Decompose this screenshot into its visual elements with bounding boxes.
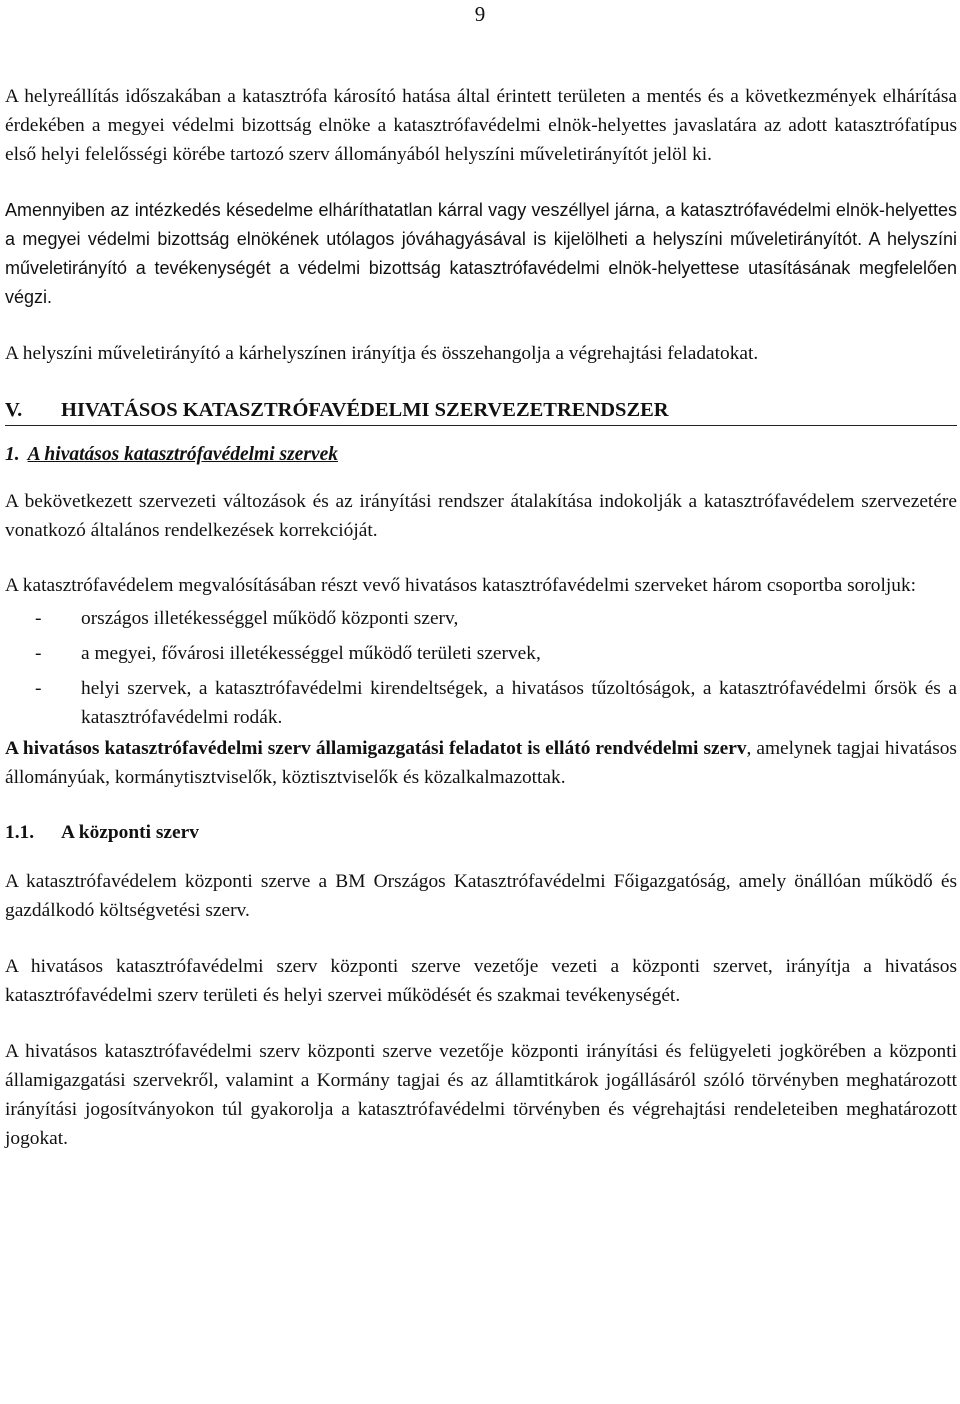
subsection-1-heading	[5, 440, 957, 469]
groups-list	[5, 604, 957, 732]
subsection-1-title: A hivatásos katasztrófavédelmi szervek	[27, 444, 338, 465]
section-v-title: HIVATÁSOS KATASZTRÓFAVÉDELMI SZERVEZETRENDSZER	[61, 399, 669, 421]
paragraph-kesedelem-part2: A helyszíni műveletirányító a tevékenységét a védelmi bizottság katasztrófavédelmi elnök-helyettese utasításának megfelelően végzi.	[5, 229, 957, 307]
paragraph-kozponti-szerv: A katasztrófavédelem központi szerve a BM Országos Katasztrófavédelmi Főigazgatóság, amely önállóan működő és gazdálkodó költségvetési szerv.	[5, 871, 957, 921]
paragraph-kesedelem-part1: Amennyiben az intézkedés késedelme elháríthatatlan kárral vagy veszéllyel járna, a katasztrófavédelmi elnök-helyettes a megyei védelmi bizottság elnökének utólagos jóváhagyásával is kijelölheti a helyszíni műveletirányítót.	[5, 200, 957, 249]
paragraph-vezeto-iranyit: A hivatásos katasztrófavédelmi szerv központi szerve vezetője vezeti a központi szervet, irányítja a hivatásos katasztrófavédelmi szerv területi és helyi szervei működését és szakmai tevékenységét.	[5, 956, 957, 1006]
paragraph-kesedelem	[5, 196, 957, 312]
list-item	[5, 639, 957, 668]
list-dash: -	[35, 643, 42, 664]
subsection-1-number: 1.	[5, 444, 20, 465]
list-dash: -	[35, 678, 42, 699]
paragraph-muveletirányito: A helyszíni műveletirányító a kárhelyszínen irányítja és összehangolja a végrehajtási feladatokat.	[5, 343, 759, 364]
paragraph-rendvedelmi-bold: A hivatásos katasztrófavédelmi szerv államigazgatási feladatot is ellátó rendvédelmi szerv	[5, 738, 747, 759]
list-item-text: országos illetékességgel működő központi szerv,	[81, 608, 459, 629]
section-v-heading	[5, 395, 957, 426]
paragraph-rendvedelmi-szerv	[5, 734, 957, 792]
subsection-1-1-title: A központi szerv	[61, 822, 199, 843]
list-dash: -	[35, 608, 42, 629]
list-item-text: a megyei, fővárosi illetékességgel működő területi szervek,	[81, 643, 541, 664]
subsection-1-1-heading	[5, 818, 957, 847]
paragraph-rendvedelmi-rest: , amelynek tagjai hivatásos állományúak, kormánytisztviselők, köztisztviselők és közalkalmazottak.	[5, 738, 957, 788]
paragraph-jogkor: A hivatásos katasztrófavédelmi szerv központi szerve vezetője központi irányítási és felügyeleti jogkörében a központi államigazgatási szervekről, valamint a Kormány tagjai és az államtitkárok jogállásáról szóló törvényben meghatározott irányítási jogosítványokon túl gyakorolja a katasztrófavédelmi törvényben és végrehajtási rendeleteiben meghatározott jogokat.	[5, 1041, 957, 1149]
paragraph-harom-csoport: A katasztrófavédelem megvalósításában részt vevő hivatásos katasztrófavédelmi szerveket három csoportba soroljuk:	[5, 575, 917, 596]
section-v-number: V.	[5, 399, 23, 421]
paragraph-szervezeti-valtozasok: A bekövetkezett szervezeti változások és az irányítási rendszer átalakítása indokolják a katasztrófavédelem szervezetére vonatkozó általános rendelkezések korrekcióját.	[5, 491, 957, 541]
list-item-text: helyi szervek, a katasztrófavédelmi kirendeltségek, a hivatásos tűzoltóságok, a katasztrófavédelmi őrsök és a katasztrófavédelmi rodák.	[81, 678, 957, 728]
list-item	[5, 604, 957, 633]
document-body	[5, 82, 957, 1153]
paragraph-helyreallitas: A helyreállítás időszakában a katasztrófa károsító hatása által érintett területen a mentés és a következmények elhárítása érdekében a megyei védelmi bizottság elnöke a katasztrófavédelmi elnök-helyettes javaslatára az adott katasztrófatípus első helyi felelősségi körébe tartozó szerv állományából helyszíni műveletirányítót jelöl ki.	[5, 86, 957, 165]
page-number: 9	[474, 2, 486, 26]
subsection-1-1-number: 1.1.	[5, 822, 35, 843]
list-item	[5, 674, 957, 732]
